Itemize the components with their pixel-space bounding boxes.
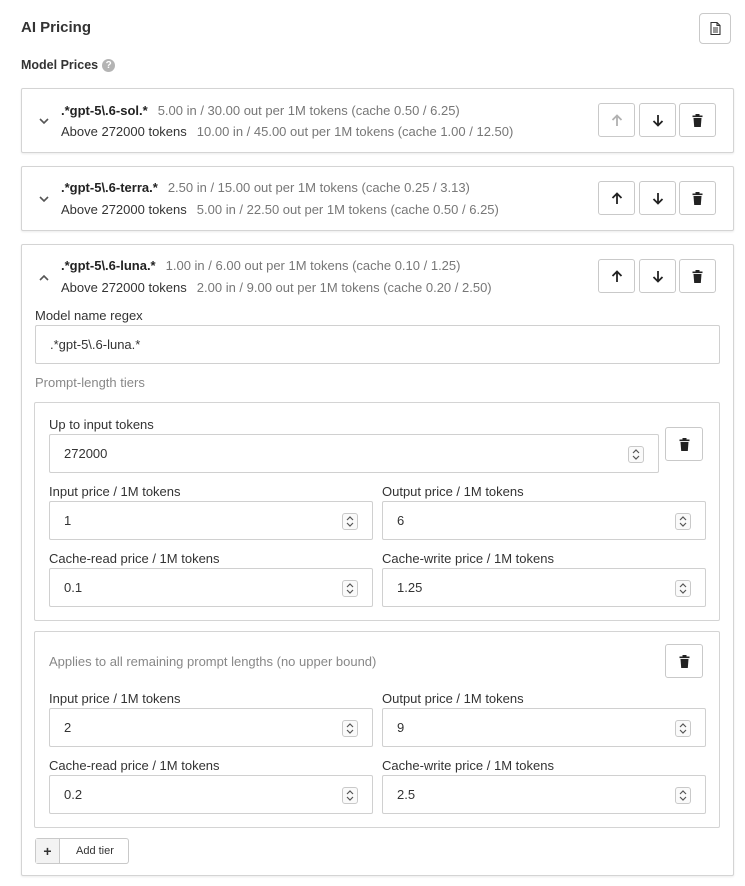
- tier-price: 10.00 in / 45.00 out per 1M tokens (cache 1.00 / 12.50): [196, 124, 514, 139]
- move-down-button[interactable]: [639, 259, 676, 293]
- arrow-up-icon: [611, 114, 623, 127]
- tiers-label: Prompt-length tiers: [35, 375, 145, 390]
- model-base-price: 5.00 in / 30.00 out per 1M tokens (cache 0.50 / 6.25): [157, 103, 460, 118]
- tier-threshold-label: Above 272000 tokens: [61, 280, 187, 295]
- number-spinner-icon[interactable]: [675, 513, 691, 530]
- document-icon: [710, 22, 721, 35]
- cache-read-value: 0.1: [64, 580, 83, 595]
- cache-write-value: 2.5: [397, 787, 416, 802]
- number-spinner-icon[interactable]: [675, 580, 691, 597]
- arrow-up-icon: [611, 270, 623, 283]
- section-title: Model Prices: [21, 58, 99, 72]
- arrow-down-icon: [652, 192, 664, 205]
- input-price-value: 1: [64, 513, 72, 528]
- trash-icon: [679, 655, 690, 668]
- output-price-input[interactable]: [382, 501, 706, 540]
- model-name: .*gpt-5\.6-terra.*: [61, 180, 158, 195]
- number-spinner-icon[interactable]: [628, 446, 644, 463]
- move-down-button[interactable]: [639, 103, 676, 137]
- add-tier-label: Add tier: [76, 845, 114, 857]
- delete-tier-button[interactable]: [665, 427, 703, 461]
- number-spinner-icon[interactable]: [342, 720, 358, 737]
- cache-write-value: 1.25: [397, 580, 423, 595]
- delete-model-button[interactable]: [679, 103, 716, 137]
- move-up-button[interactable]: [598, 181, 635, 215]
- tier-threshold-label: Above 272000 tokens: [61, 202, 187, 217]
- cache-read-input[interactable]: [49, 568, 373, 607]
- delete-model-button[interactable]: [679, 181, 716, 215]
- cache-read-label: Cache-read price / 1M tokens: [49, 551, 220, 566]
- model-card: [21, 166, 734, 231]
- model-tier-summary: [61, 202, 499, 217]
- trash-icon: [692, 114, 703, 127]
- chevron-down-icon[interactable]: [37, 114, 51, 128]
- model-tier-summary: [61, 280, 492, 295]
- number-spinner-icon[interactable]: [675, 720, 691, 737]
- cache-write-input[interactable]: [382, 775, 706, 814]
- question-circle-icon[interactable]: ?: [102, 59, 115, 72]
- output-price-label: Output price / 1M tokens: [382, 484, 524, 499]
- page-title: AI Pricing: [21, 19, 92, 36]
- input-price-value: 2: [64, 720, 72, 735]
- input-price-label: Input price / 1M tokens: [49, 484, 181, 499]
- tier-unbounded-note: Applies to all remaining prompt lengths (no upper bound): [49, 654, 377, 669]
- delete-model-button[interactable]: [679, 259, 716, 293]
- number-spinner-icon[interactable]: [342, 580, 358, 597]
- trash-icon: [679, 438, 690, 451]
- model-tier-summary: [61, 124, 513, 139]
- upto-label: Up to input tokens: [49, 417, 154, 432]
- delete-tier-button[interactable]: [665, 644, 703, 678]
- model-summary[interactable]: [61, 180, 470, 195]
- add-tier-button[interactable]: [35, 838, 129, 864]
- model-base-price: 2.50 in / 15.00 out per 1M tokens (cache 0.25 / 3.13): [167, 180, 470, 195]
- cache-read-label: Cache-read price / 1M tokens: [49, 758, 220, 773]
- cache-write-label: Cache-write price / 1M tokens: [382, 551, 554, 566]
- chevron-down-icon[interactable]: [37, 192, 51, 206]
- chevron-up-icon[interactable]: [37, 270, 51, 284]
- output-price-label: Output price / 1M tokens: [382, 691, 524, 706]
- tier-price: 2.00 in / 9.00 out per 1M tokens (cache 0.20 / 2.50): [196, 280, 492, 295]
- document-button[interactable]: [699, 13, 731, 44]
- output-price-value: 9: [397, 720, 405, 735]
- arrow-up-icon: [611, 192, 623, 205]
- input-price-label: Input price / 1M tokens: [49, 691, 181, 706]
- input-price-input[interactable]: [49, 708, 373, 747]
- arrow-down-icon: [652, 114, 664, 127]
- number-spinner-icon[interactable]: [675, 787, 691, 804]
- output-price-value: 6: [397, 513, 405, 528]
- regex-label: Model name regex: [35, 308, 143, 323]
- upto-tokens-input[interactable]: [49, 434, 659, 473]
- model-card: [21, 88, 734, 153]
- tier-threshold-label: Above 272000 tokens: [61, 124, 187, 139]
- upto-tokens-value: 272000: [64, 446, 108, 461]
- trash-icon: [692, 192, 703, 205]
- trash-icon: [692, 270, 703, 283]
- move-up-button[interactable]: [598, 259, 635, 293]
- tier-price: 5.00 in / 22.50 out per 1M tokens (cache 0.50 / 6.25): [196, 202, 499, 217]
- model-name: .*gpt-5\.6-sol.*: [61, 103, 148, 118]
- number-spinner-icon[interactable]: [342, 513, 358, 530]
- move-up-button[interactable]: [598, 103, 635, 137]
- cache-read-input[interactable]: [49, 775, 373, 814]
- plus-icon: +: [36, 839, 60, 863]
- model-summary[interactable]: [61, 103, 460, 118]
- model-base-price: 1.00 in / 6.00 out per 1M tokens (cache 0.10 / 1.25): [165, 258, 461, 273]
- model-name: .*gpt-5\.6-luna.*: [61, 258, 156, 273]
- cache-write-input[interactable]: [382, 568, 706, 607]
- output-price-input[interactable]: [382, 708, 706, 747]
- number-spinner-icon[interactable]: [342, 787, 358, 804]
- section-label: [21, 58, 115, 72]
- regex-input[interactable]: .*gpt-5\.6-luna.*: [35, 325, 720, 364]
- arrow-down-icon: [652, 270, 664, 283]
- cache-read-value: 0.2: [64, 787, 83, 802]
- cache-write-label: Cache-write price / 1M tokens: [382, 758, 554, 773]
- model-summary[interactable]: [61, 258, 460, 273]
- move-down-button[interactable]: [639, 181, 676, 215]
- input-price-input[interactable]: [49, 501, 373, 540]
